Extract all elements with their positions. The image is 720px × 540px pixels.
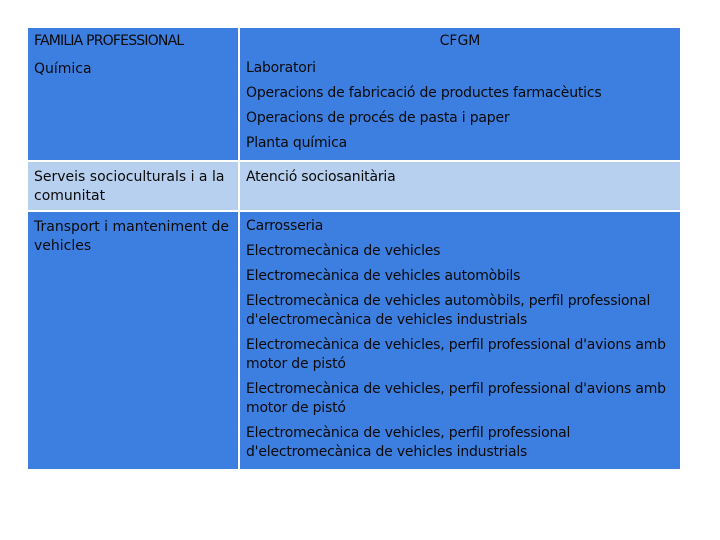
cfgm-item: Carrosseria bbox=[246, 218, 324, 234]
cfgm-item: Electromecànica de vehicles, perfil professional d'electromecànica de vehicles industrials bbox=[246, 425, 571, 460]
cfgm-cell bbox=[240, 54, 680, 160]
table-header-row bbox=[28, 28, 680, 54]
cfgm-item: Operacions de fabricació de productes farmacèutics bbox=[246, 85, 602, 101]
family-cell: Transport i manteniment de vehicles bbox=[28, 210, 240, 469]
family-cell: Serveis socioculturals i a la comunitat bbox=[28, 160, 240, 210]
table-row bbox=[28, 210, 680, 469]
cfgm-item: Electromecànica de vehicles bbox=[246, 243, 441, 259]
cfgm-item: Electromecànica de vehicles, perfil professional d'avions amb motor de pistó bbox=[246, 337, 666, 372]
table-row bbox=[28, 160, 680, 210]
header-familia: FAMILIA PROFESSIONAL bbox=[28, 28, 240, 54]
family-cell: Química bbox=[28, 54, 240, 160]
cfgm-item: Planta química bbox=[246, 135, 347, 151]
cfgm-item: Laboratori bbox=[246, 60, 316, 76]
cfgm-item: Atenció sociosanitària bbox=[246, 169, 396, 185]
table-row bbox=[28, 54, 680, 160]
cfgm-item: Electromecànica de vehicles automòbils bbox=[246, 268, 521, 284]
header-cfgm: CFGM bbox=[240, 28, 680, 54]
cfgm-cell bbox=[240, 210, 680, 469]
cfgm-table bbox=[28, 28, 680, 469]
cfgm-item: Operacions de procés de pasta i paper bbox=[246, 110, 510, 126]
cfgm-item: Electromecànica de vehicles automòbils, perfil professional d'electromecànica de vehicles industrials bbox=[246, 293, 651, 328]
cfgm-cell bbox=[240, 160, 680, 210]
cfgm-item: Electromecànica de vehicles, perfil professional d'avions amb motor de pistó bbox=[246, 381, 666, 416]
